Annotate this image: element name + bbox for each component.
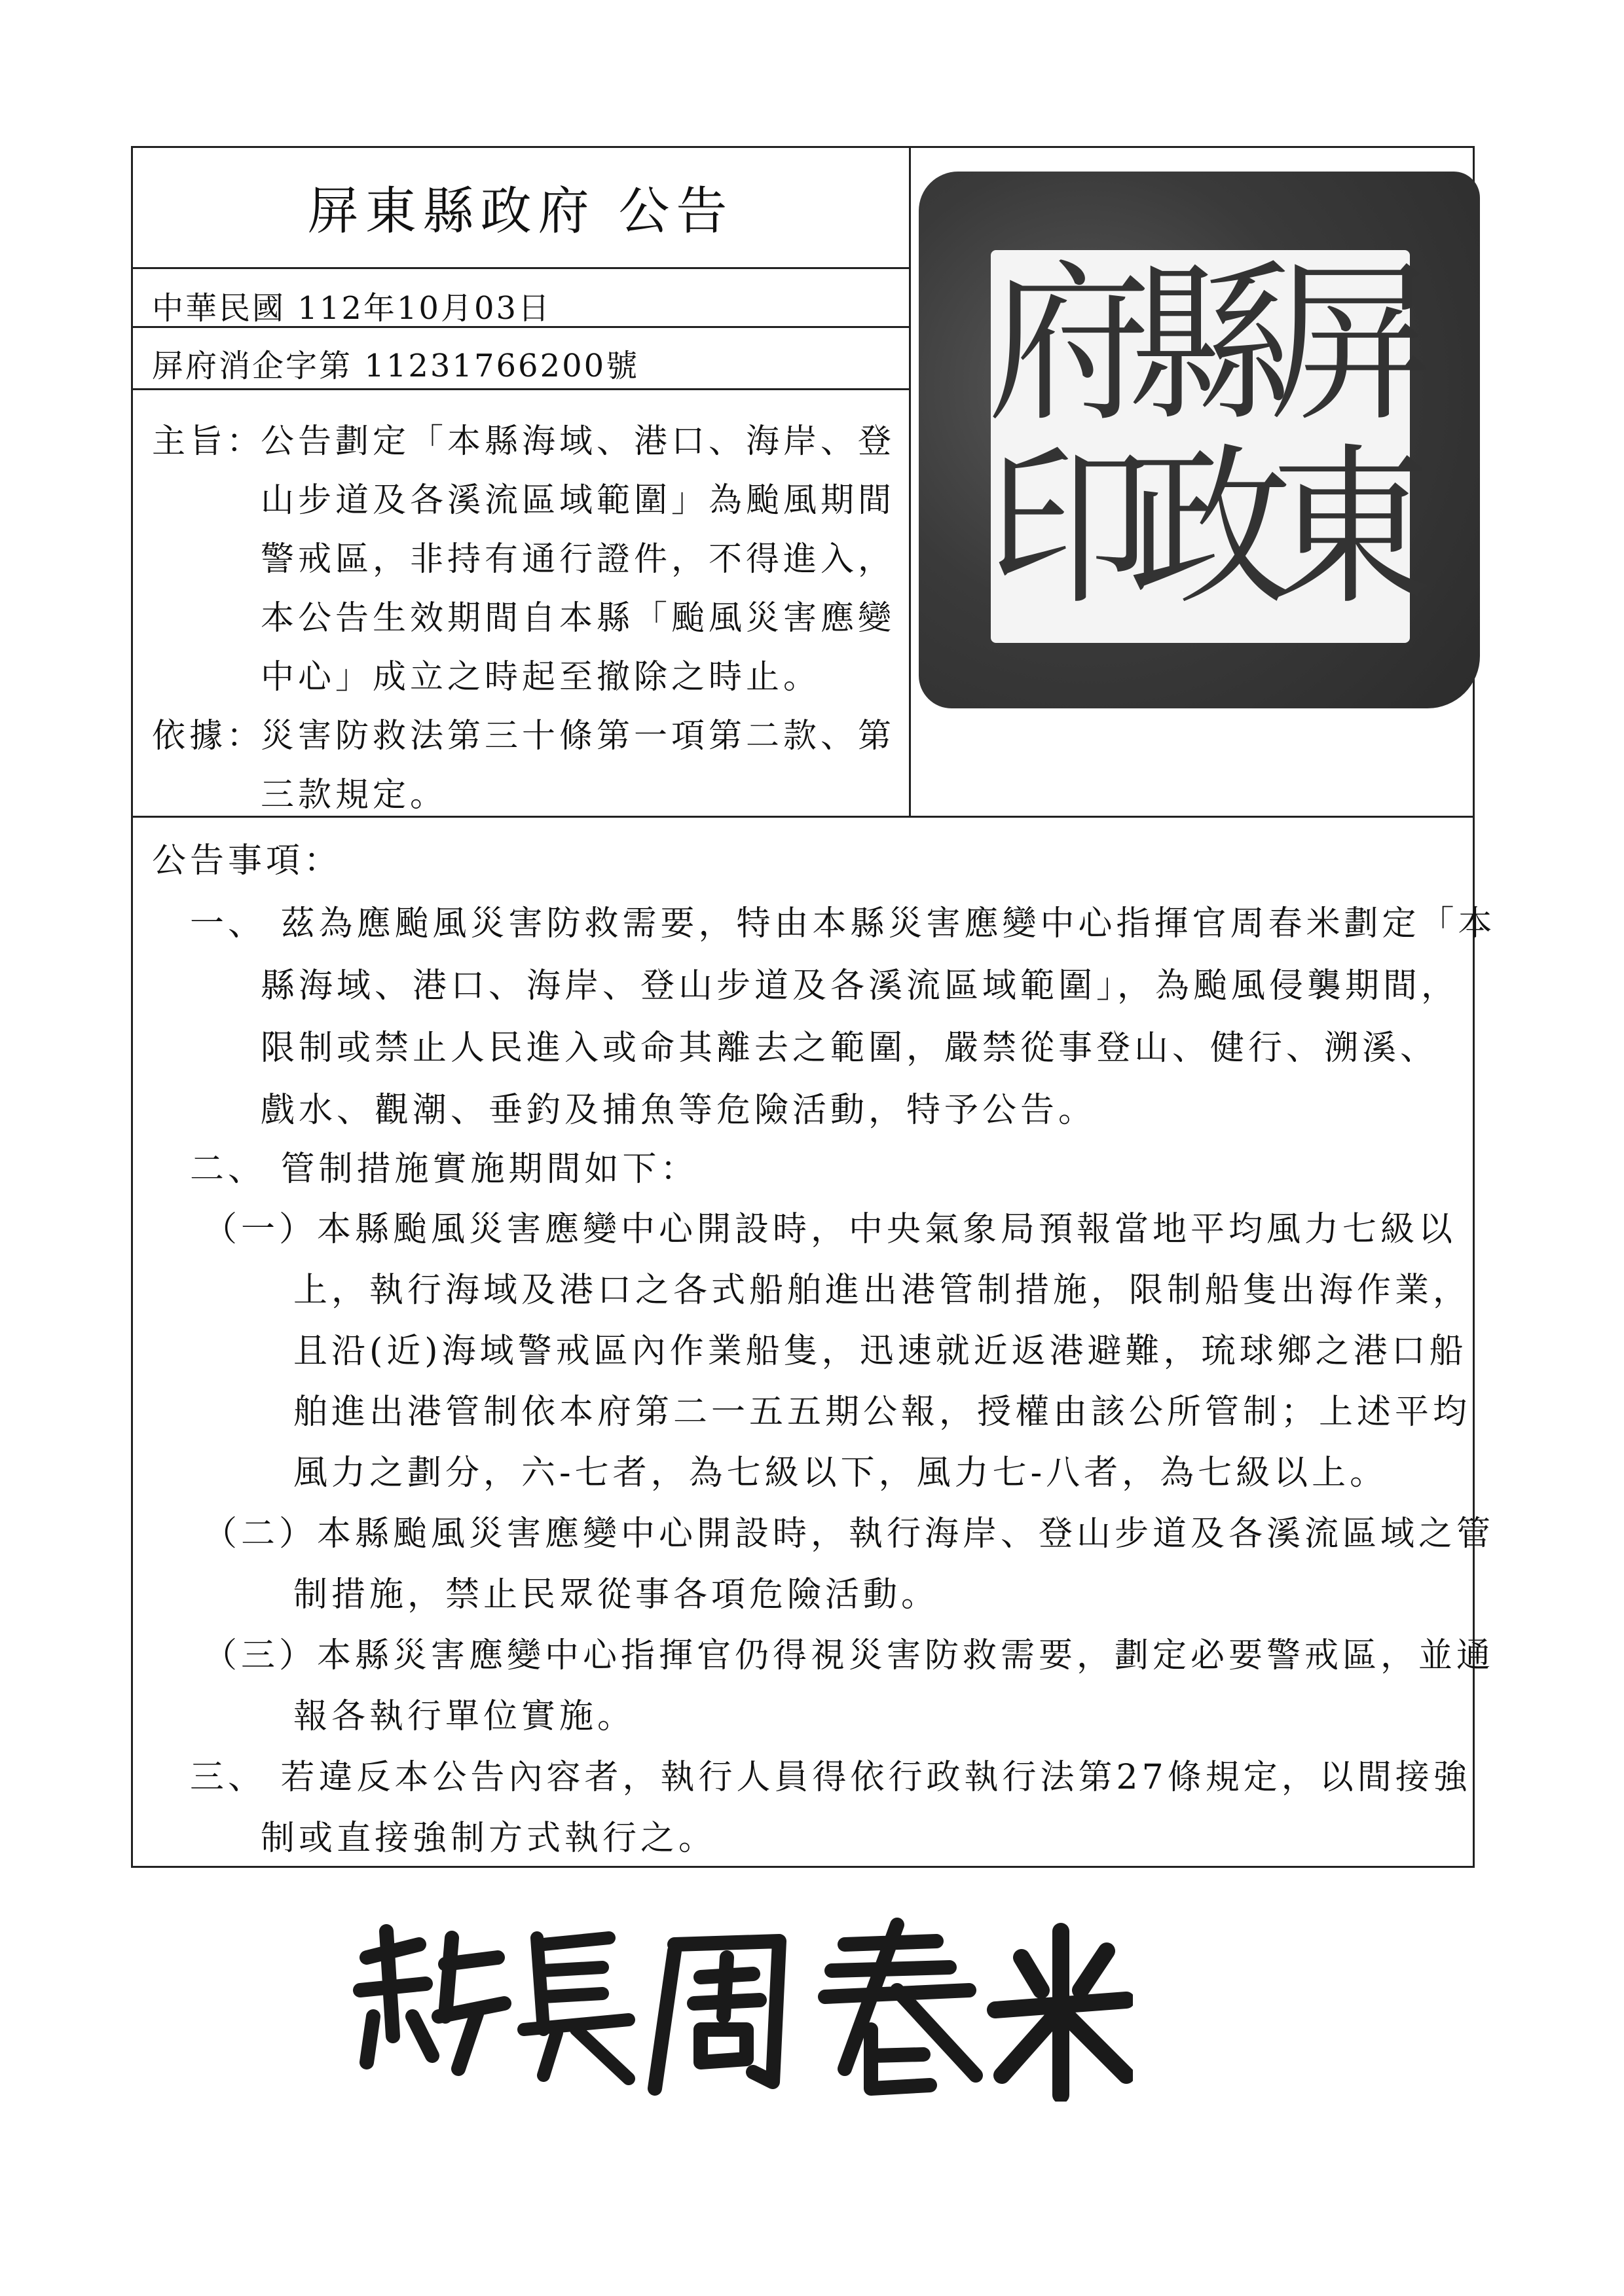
page-title: 屏東縣政府 公告	[307, 181, 734, 241]
basis-line: 三款規定。	[261, 776, 448, 814]
seal-character: 東	[1269, 428, 1433, 629]
notice-line: 上，執行海域及港口之各式船舶進出港管制措施，限制船隻出海作業，	[293, 1271, 1471, 1310]
notice-line: 限制或禁止人民進入或命其離去之範圍，嚴禁從事登山、健行、溯溪、	[261, 1029, 1439, 1068]
notice-line: 縣海域、港口、海岸、登山步道及各溪流區域範圍」，為颱風侵襲期間，	[261, 966, 1460, 1006]
seal-character: 屏	[1269, 244, 1433, 445]
divider	[131, 816, 1475, 818]
seal-character: 府	[987, 244, 1151, 445]
notice-line: 制措施，禁止民眾從事各項危險活動。	[293, 1575, 940, 1614]
notice-line: 制或直接強制方式執行之。	[261, 1819, 717, 1858]
notice-line: （一）本縣颱風災害應變中心開設時，中央氣象局預報當地平均風力七級以	[203, 1210, 1457, 1249]
notice-line: 二、 管制措施實施期間如下：	[190, 1150, 699, 1189]
official-seal	[919, 172, 1480, 708]
subject-line: 山步道及各溪流區域範圍」為颱風期間	[261, 481, 896, 520]
notice-line: （三）本縣災害應變中心指揮官仍得視災害防救需要，劃定必要警戒區，並通	[203, 1636, 1495, 1675]
signature	[347, 1905, 1133, 2102]
basis-line: 災害防救法第三十條第一項第二款、第	[261, 717, 896, 756]
seal-character: 縣	[1128, 244, 1292, 445]
divider	[131, 388, 910, 390]
notice-line: 舶進出港管制依本府第二一五五期公報，授權由該公所管制；上述平均	[293, 1393, 1471, 1432]
notice-line: 三、 若違反本公告內容者，執行人員得依行政執行法第27條規定，以間接強	[190, 1758, 1471, 1797]
notice-heading: 公告事項：	[152, 841, 342, 881]
seal-face	[987, 244, 1433, 643]
seal-character: 政	[1128, 428, 1292, 629]
subject-line: 本公告生效期間自本縣「颱風災害應變	[261, 599, 896, 638]
seal-character: 印	[987, 428, 1151, 629]
notice-line: （二）本縣颱風災害應變中心開設時，執行海岸、登山步道及各溪流區域之管	[203, 1514, 1495, 1554]
subject-line: 警戒區，非持有通行證件，不得進入，	[261, 540, 896, 579]
subject-label: 主旨：	[152, 422, 265, 461]
notice-line: 戲水、觀潮、垂釣及捕魚等危險活動，特予公告。	[261, 1091, 1097, 1130]
notice-line: 且沿(近)海域警戒區內作業船隻，迅速就近返港避難，琉球鄉之港口船	[293, 1332, 1467, 1371]
notice-line: 風力之劃分，六-七者，為七級以下，風力七-八者，為七級以上。	[293, 1453, 1388, 1493]
issue-date: 中華民國 112年10月03日	[152, 290, 552, 327]
notice-line: 報各執行單位實施。	[293, 1697, 636, 1736]
divider	[131, 267, 910, 269]
subject-line: 中心」成立之時起至撤除之時止。	[261, 658, 821, 697]
notice-line: 一、 茲為應颱風災害防救需要，特由本縣災害應變中心指揮官周春米劃定「本	[190, 904, 1496, 943]
basis-label: 依據：	[152, 717, 265, 756]
document-number: 屏府消企字第 11231766200號	[152, 348, 640, 384]
subject-line: 公告劃定「本縣海域、港口、海岸、登	[261, 422, 896, 461]
